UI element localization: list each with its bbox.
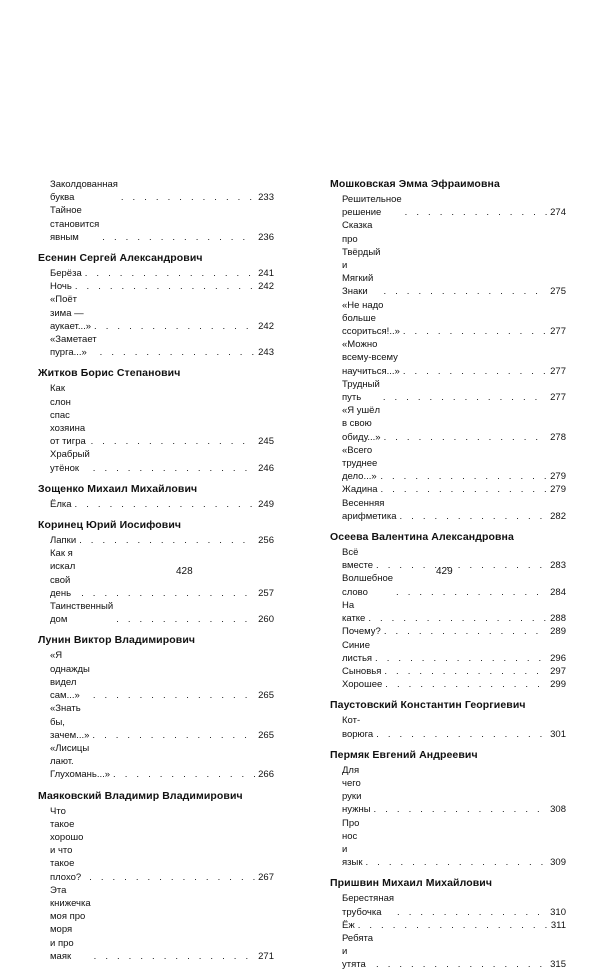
toc-entry[interactable] <box>330 932 566 972</box>
toc-entry[interactable] <box>330 892 566 918</box>
entry-page-number: 308 <box>550 804 566 816</box>
entry-page-number: 265 <box>258 690 274 702</box>
entry-page-number: 296 <box>550 652 566 664</box>
toc-section <box>330 531 566 691</box>
entry-title: Всё вместе <box>342 547 374 572</box>
entry-title: Тайное становится явным <box>50 205 100 243</box>
dot-leader <box>405 206 547 219</box>
toc-section <box>38 367 274 474</box>
entry-page-number: 279 <box>550 471 566 483</box>
entry-title: Жадина <box>342 484 378 496</box>
dot-leader <box>75 498 256 511</box>
entry-page-number: 265 <box>258 729 274 741</box>
toc-entry[interactable] <box>330 444 566 484</box>
entry-title: Берестяная трубочка <box>342 893 395 918</box>
entry-title: Про нос и язык <box>342 817 363 869</box>
toc-entry[interactable] <box>38 649 274 702</box>
dot-leader <box>376 728 547 741</box>
entry-title: Ёлка <box>50 498 72 510</box>
dot-leader <box>397 906 547 919</box>
entry-title: Трудный путь <box>342 378 380 404</box>
author-heading: Пришвин Михаил Михайлович <box>330 877 493 890</box>
entry-page-number: 267 <box>258 871 274 883</box>
toc-entry[interactable] <box>330 714 566 740</box>
entry-title: «Поёт зима — аукает...» <box>50 294 92 332</box>
entry-page-number: 271 <box>258 950 274 962</box>
entry-page-number: 233 <box>258 192 274 204</box>
page-number-left: 428 <box>176 566 193 577</box>
dot-leader <box>383 285 547 298</box>
left-page-toc <box>38 178 274 971</box>
author-heading: Пермяк Евгений Андреевич <box>330 748 478 761</box>
toc-entry[interactable] <box>330 299 566 339</box>
entry-title: Ребята и утята <box>342 932 374 971</box>
entry-title: Решительное решение <box>342 194 402 219</box>
entry-title: На катке <box>342 599 366 625</box>
dot-leader <box>380 470 547 483</box>
dot-leader <box>358 919 548 932</box>
author-heading: Есенин Сергей Александрович <box>38 252 203 265</box>
dot-leader <box>121 191 255 204</box>
author-heading: Лунин Виктор Владимирович <box>38 634 196 647</box>
dot-leader <box>93 689 255 702</box>
dot-leader <box>384 431 548 444</box>
toc-entry[interactable] <box>330 193 566 219</box>
entry-title: Ёж <box>342 919 355 931</box>
toc-entry[interactable] <box>38 293 274 333</box>
entry-page-number: 243 <box>258 347 274 359</box>
dot-leader <box>374 803 548 816</box>
toc-entry[interactable] <box>330 817 566 870</box>
entry-title: «Можно всему-всему научиться...» <box>342 339 400 377</box>
entry-page-number: 284 <box>550 586 566 598</box>
dot-leader <box>403 365 547 378</box>
dot-leader <box>381 483 548 496</box>
toc-section <box>330 178 566 523</box>
entry-page-number: 310 <box>550 906 566 918</box>
dot-leader <box>89 871 255 884</box>
toc-section <box>330 877 566 971</box>
toc-entry[interactable] <box>38 742 274 782</box>
author-heading: Мошковская Эмма Эфраимовна <box>330 178 500 190</box>
entry-title: Кот-ворюга <box>342 715 374 740</box>
toc-section <box>330 699 566 740</box>
entry-title: Сказка про Твёрдый и Мягкий Знаки <box>342 220 381 298</box>
dot-leader <box>384 625 547 638</box>
author-heading: Житков Борис Степанович <box>38 367 181 380</box>
page-number-right: 429 <box>436 566 453 577</box>
entry-title: Почему? <box>342 626 381 638</box>
entry-page-number: 275 <box>550 286 566 298</box>
dot-leader <box>102 231 255 244</box>
entry-title: Ночь <box>50 281 72 293</box>
dot-leader <box>400 510 548 523</box>
toc-entry[interactable] <box>38 333 274 359</box>
toc-entry[interactable] <box>38 267 274 280</box>
entry-title: Заколдованная буква <box>50 179 118 204</box>
toc-entry[interactable] <box>38 600 274 626</box>
author-heading: Зощенко Михаил Михайлович <box>38 482 198 495</box>
author-heading: Осеева Валентина Александровна <box>330 531 514 544</box>
author-heading: Маяковский Владимир Владимирович <box>38 789 243 802</box>
entry-page-number: 277 <box>550 392 566 404</box>
dot-leader <box>365 856 547 869</box>
entry-page-number: 274 <box>550 207 566 219</box>
toc-section <box>38 519 274 626</box>
entry-page-number: 242 <box>258 281 274 293</box>
dot-leader <box>93 462 255 475</box>
entry-page-number: 311 <box>550 919 566 931</box>
entry-page-number: 309 <box>550 857 566 869</box>
dot-leader <box>91 435 256 448</box>
dot-leader <box>92 729 255 742</box>
entry-page-number: 257 <box>258 587 274 599</box>
toc-entry[interactable] <box>38 204 274 244</box>
entry-page-number: 299 <box>550 679 566 691</box>
dot-leader <box>376 559 547 572</box>
entry-title: Эта книжечка моя про моря и про маяк <box>50 884 91 962</box>
entry-page-number: 249 <box>258 498 274 510</box>
author-heading: Коринец Юрий Иосифович <box>38 519 182 532</box>
entry-title: Лапки <box>50 535 77 547</box>
dot-leader <box>403 325 547 338</box>
dot-leader <box>384 665 547 678</box>
dot-leader <box>376 958 547 971</box>
toc-entry[interactable] <box>330 665 566 678</box>
entry-title: «Не надо больше ссориться!..» <box>342 299 400 338</box>
entry-page-number: 288 <box>550 613 566 625</box>
toc-section <box>38 483 274 511</box>
toc-entry[interactable] <box>330 497 566 523</box>
toc-section <box>38 178 274 244</box>
toc-entry[interactable] <box>330 625 566 638</box>
dot-leader <box>375 652 547 665</box>
dot-leader <box>383 391 547 404</box>
entry-page-number: 236 <box>258 231 274 243</box>
dot-leader <box>385 678 547 691</box>
entry-title: Как слон спас хозяина от тигра <box>50 383 86 448</box>
toc-entry[interactable] <box>330 678 566 691</box>
toc-entry[interactable] <box>38 534 274 547</box>
entry-title: «Я однажды видел сам...» <box>50 650 90 702</box>
dot-leader <box>75 280 255 293</box>
toc-entry[interactable] <box>38 280 274 293</box>
entry-title: Как я искал свой день <box>50 548 76 599</box>
toc-entry[interactable] <box>330 338 566 378</box>
toc-section <box>38 252 274 359</box>
dot-leader <box>81 587 255 600</box>
entry-title: Хорошее <box>342 679 383 691</box>
toc-entry[interactable] <box>38 178 274 204</box>
dot-leader <box>85 267 255 280</box>
toc-section <box>330 749 566 870</box>
entry-page-number: 242 <box>258 320 274 332</box>
entry-title: Сыновья <box>342 665 382 677</box>
entry-title: «Всего труднее дело...» <box>342 444 378 483</box>
entry-title: «Лисицы лают. Глухомань...» <box>50 742 111 781</box>
toc-entry[interactable] <box>330 219 566 298</box>
toc-entry[interactable] <box>330 919 566 932</box>
entry-page-number: 241 <box>258 268 274 280</box>
entry-title: Храбрый утёнок <box>50 449 90 474</box>
entry-page-number: 277 <box>550 365 566 377</box>
entry-page-number: 266 <box>258 769 274 781</box>
dot-leader <box>94 950 256 963</box>
dot-leader <box>100 346 255 359</box>
toc-entry[interactable] <box>38 448 274 474</box>
dot-leader <box>94 320 255 333</box>
entry-page-number: 301 <box>550 728 566 740</box>
dot-leader <box>116 613 255 626</box>
toc-entry[interactable] <box>330 378 566 404</box>
toc-entry[interactable] <box>38 547 274 600</box>
entry-title: «Я ушёл в свою обиду...» <box>342 405 381 443</box>
entry-page-number: 297 <box>550 665 566 677</box>
entry-page-number: 260 <box>258 614 274 626</box>
author-heading: Паустовский Константин Георгиевич <box>330 699 526 712</box>
entry-title: Весенняя арифметика <box>342 497 397 522</box>
entry-title: Для чего руки нужны <box>342 764 371 816</box>
entry-page-number: 278 <box>550 431 566 443</box>
dot-leader <box>396 586 547 599</box>
entry-title: «Заметает пурга...» <box>50 334 97 359</box>
entry-page-number: 282 <box>550 510 566 522</box>
toc-entry[interactable] <box>38 382 274 448</box>
toc-section <box>38 790 274 963</box>
dot-leader <box>113 768 255 781</box>
toc-entry[interactable] <box>330 404 566 444</box>
toc-entry[interactable] <box>330 599 566 625</box>
toc-entry[interactable] <box>38 498 274 511</box>
entry-page-number: 246 <box>258 462 274 474</box>
entry-title: Что такое хорошо и что такое плохо? <box>50 805 84 883</box>
entry-page-number: 279 <box>550 484 566 496</box>
entry-title: «Знать бы, зачем...» <box>50 703 90 741</box>
entry-page-number: 245 <box>258 436 274 448</box>
toc-entry[interactable] <box>330 483 566 496</box>
right-page-toc <box>330 178 566 980</box>
dot-leader <box>368 612 547 625</box>
toc-entry[interactable] <box>330 764 566 817</box>
toc-entry[interactable] <box>38 805 274 884</box>
entry-page-number: 283 <box>550 560 566 572</box>
toc-entry[interactable] <box>38 702 274 742</box>
entry-title: Берёза <box>50 268 82 280</box>
entry-page-number: 315 <box>550 959 566 971</box>
entry-page-number: 289 <box>550 626 566 638</box>
toc-entry[interactable] <box>38 884 274 963</box>
dot-leader <box>79 534 255 547</box>
entry-title: Волшебное слово <box>342 573 394 598</box>
entry-title: Синие листья <box>342 639 373 664</box>
toc-section <box>38 634 274 781</box>
entry-page-number: 277 <box>550 326 566 338</box>
toc-entry[interactable] <box>330 639 566 665</box>
entry-page-number: 256 <box>258 535 274 547</box>
entry-title: Таинственный дом <box>50 601 114 626</box>
